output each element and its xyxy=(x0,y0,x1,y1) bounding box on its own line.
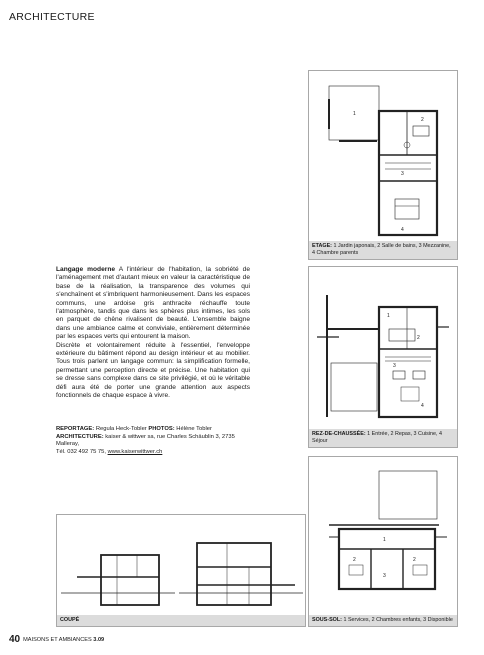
floor-plan-sous-sol xyxy=(308,456,458,627)
svg-text:2: 2 xyxy=(421,117,424,123)
credits xyxy=(56,426,256,456)
caption-etage-label: ETAGE: xyxy=(312,243,332,250)
caption-sous-sol xyxy=(309,615,457,626)
reportage-value: Regula Heck-Tobler xyxy=(94,426,149,432)
section-drawing-coupe xyxy=(56,514,306,627)
svg-text:1: 1 xyxy=(383,537,386,543)
credits-line-2 xyxy=(56,434,256,449)
svg-text:2: 2 xyxy=(413,557,416,563)
svg-text:3: 3 xyxy=(383,573,386,579)
credits-line-1 xyxy=(56,426,256,434)
caption-rez-text: 1 Entrée, 2 Repas, 3 Cuisine, 4 Séjour xyxy=(312,431,443,445)
section-title: ARCHITECTURE xyxy=(9,11,95,23)
website-link[interactable]: www.kaiserwittwer.ch xyxy=(107,448,163,455)
coupe-drawing xyxy=(57,515,307,628)
floor-plan-etage xyxy=(308,70,458,260)
architecture-label: ARCHITECTURE: xyxy=(56,433,104,440)
svg-text:1: 1 xyxy=(353,111,356,117)
reportage-label: REPORTAGE: xyxy=(56,426,95,432)
issue-number: 3.09 xyxy=(93,637,105,643)
article-paragraph-2: Discrète et volontairement réduite à l'essentiel, l'enveloppe extérieure du bâtiment répond au design intérieur et au mobilier. Tous trois parlent un langage commun: la simplification formelle, permettant une perception directe et précise. Une habitation qui se dresse sans complexe dans ce site privilégié, et où le véritable défi aura été de porter une grande attention aux aspects fonctionnels de chaque espace à vivre. xyxy=(56,341,250,400)
sous-sol-plan-drawing xyxy=(309,457,459,628)
caption-etage xyxy=(309,241,457,259)
magazine-name: MAISONS ET AMBIANCES xyxy=(23,637,92,643)
architecture-value: kaiser & wittwer sa, rue Charles Schäublin 3, 2735 Malleray, xyxy=(56,433,235,448)
photos-value: Hélène Tobler xyxy=(174,426,212,432)
svg-text:2: 2 xyxy=(353,557,356,563)
caption-sous-sol-text: 1 Services, 2 Chambres enfants, 3 Disponible xyxy=(341,617,453,624)
page-number: 40 xyxy=(9,634,21,645)
caption-sous-sol-label: SOUS-SOL: xyxy=(312,617,342,624)
svg-text:1: 1 xyxy=(387,313,390,319)
article-paragraph-1: A l'intérieur de l'habitation, la sobriété de l'aménagement met d'autant mieux en valeur la caractéristique de base de la réalisation, la transparence des volumes qui s'enchaînent et s'imbriquent harmonieusement. Dans les espaces communs, une ardoise gris anthracite réchauffe toute l'atmosphère, tandis que dans les sphères plus intimes, les sols en parquet de chêne rivalisent de beauté. L'ensemble baigne dans une ambiance calme et conviviale, entièrement déterminée par les espaces verts qui entourent la maison. xyxy=(56,266,250,341)
svg-text:2: 2 xyxy=(417,335,420,341)
floor-plan-rez-de-chaussee xyxy=(308,266,458,448)
etage-plan-drawing xyxy=(309,71,459,261)
caption-rez-label: REZ-DE-CHAUSSÉE: xyxy=(312,431,366,438)
svg-text:3: 3 xyxy=(393,363,396,369)
page-footer xyxy=(9,634,104,645)
svg-text:4: 4 xyxy=(421,403,424,409)
svg-text:3: 3 xyxy=(401,171,404,177)
svg-text:4: 4 xyxy=(401,227,404,233)
article-lead: Langage moderne xyxy=(56,266,116,273)
telephone: Tél. 032 492 75 75, xyxy=(56,448,108,455)
credits-line-3 xyxy=(56,449,256,457)
article-body xyxy=(56,266,250,401)
caption-coupe-label: COUPÉ xyxy=(60,617,80,624)
caption-coupe xyxy=(57,615,305,626)
caption-rez-de-chaussee xyxy=(309,429,457,447)
caption-etage-text: 1 Jardin japonais, 2 Salle de bains, 3 Mezzanine, 4 Chambre parents xyxy=(312,243,451,257)
rez-plan-drawing xyxy=(309,267,459,449)
photos-label: PHOTOS: xyxy=(148,426,175,432)
